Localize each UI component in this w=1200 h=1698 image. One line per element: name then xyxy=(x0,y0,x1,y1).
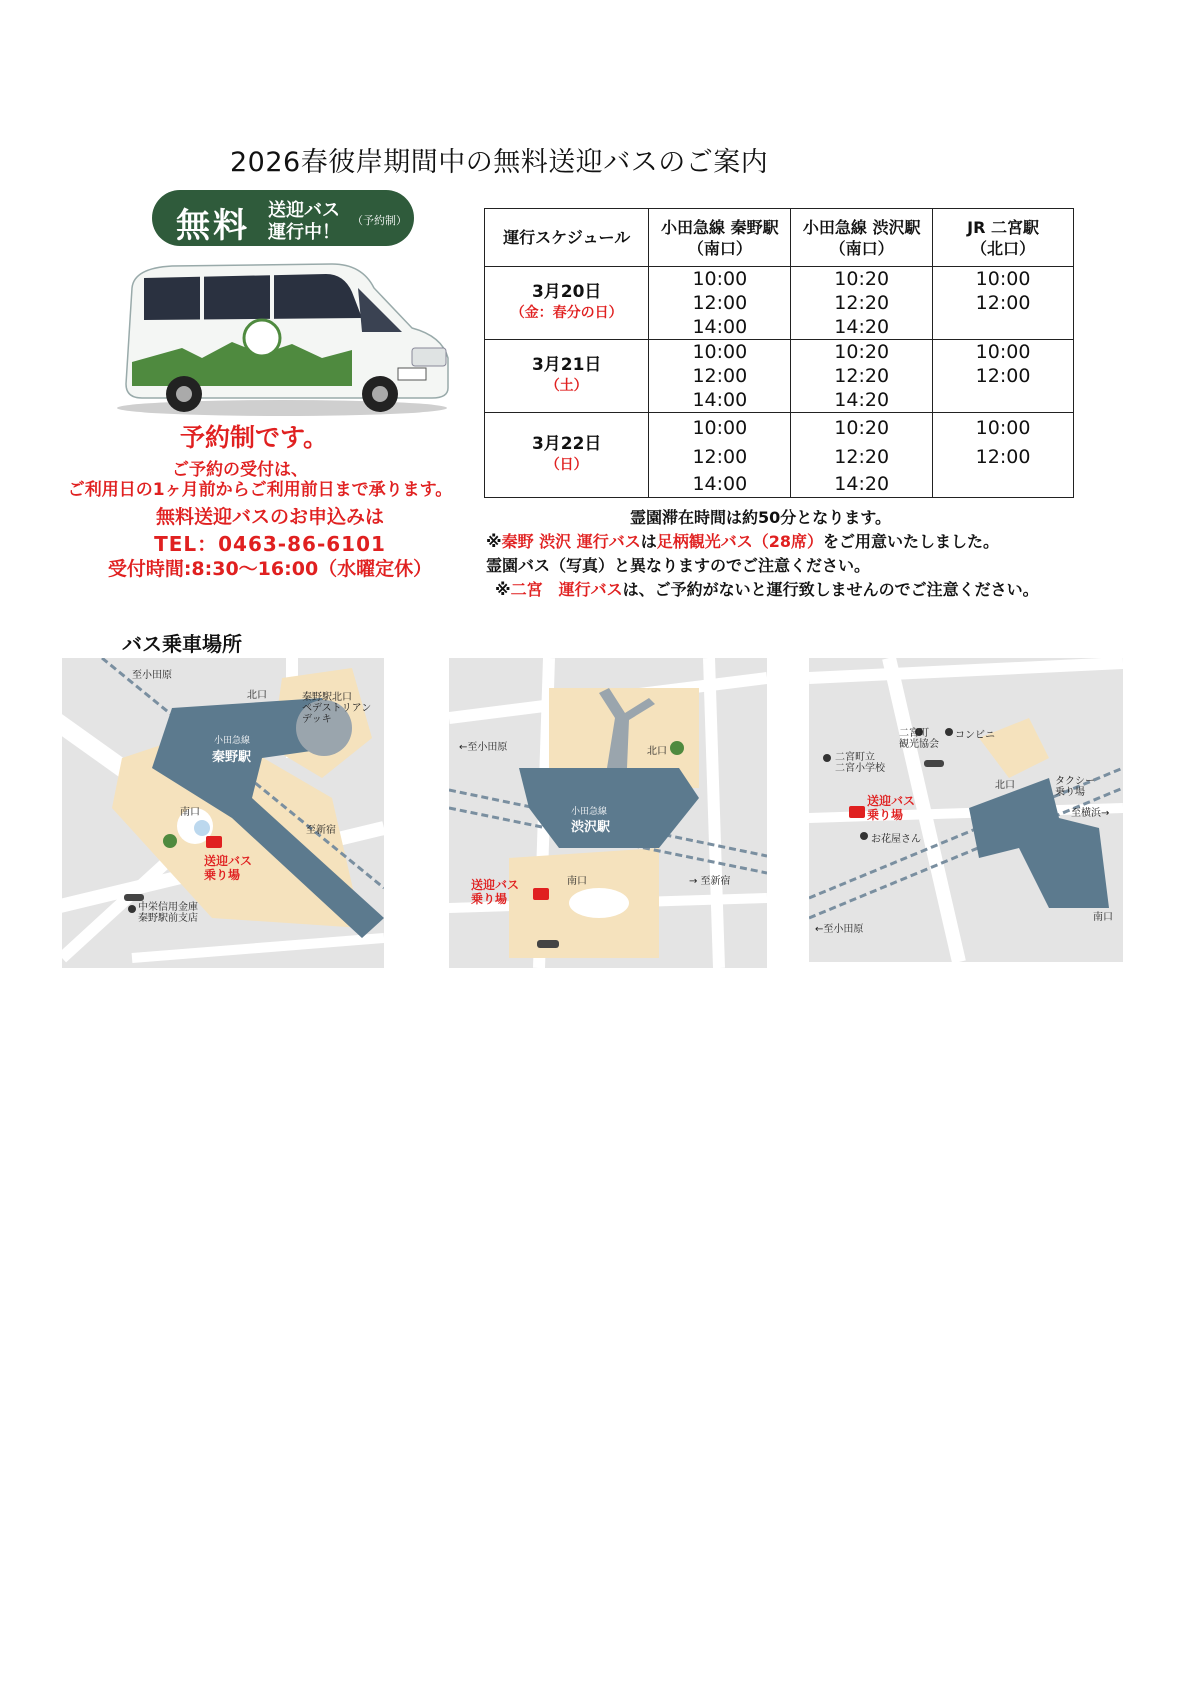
map-hadano-station xyxy=(62,658,384,968)
schedule-time: 14:00 xyxy=(649,315,791,340)
schedule-time: 12:00 xyxy=(649,291,791,315)
map-label-line-name: 小田急線 xyxy=(214,736,251,746)
badge-reservation-note: （予約制） xyxy=(352,214,407,227)
note-red-text: 二宮 運行バス xyxy=(510,580,623,599)
map-label-pickup xyxy=(867,794,915,822)
map-shibusawa-station xyxy=(449,658,767,968)
schedule-time xyxy=(933,315,1074,340)
map-label-tourism-line: 観光協会 xyxy=(899,739,939,750)
table-row xyxy=(485,267,1074,292)
map-label-pickup-line: 乗り場 xyxy=(471,892,508,906)
schedule-time: 12:20 xyxy=(791,291,933,315)
schedule-day: （土） xyxy=(545,378,588,394)
schedule-time: 10:20 xyxy=(791,413,933,444)
map-label-pickup-line: 送迎バス xyxy=(471,878,520,892)
schedule-time: 10:00 xyxy=(933,413,1074,444)
schedule-header: JR 二宮駅 （北口） xyxy=(933,209,1074,267)
schedule-time: 12:00 xyxy=(933,291,1074,315)
map-label-school-line: 二宮小学校 xyxy=(835,763,885,774)
map-label-to-shinjuku: 至新宿 xyxy=(306,825,336,836)
reservation-hours: 受付時間:8:30～16:00（水曜定休） xyxy=(107,558,433,580)
schedule-table xyxy=(484,208,1074,498)
schedule-time: 14:20 xyxy=(791,471,933,498)
map-label-station: 秦野駅 xyxy=(212,750,252,765)
map-label-deck xyxy=(302,692,371,725)
schedule-time: 10:00 xyxy=(649,267,791,292)
schedule-time: 10:20 xyxy=(791,267,933,292)
schedule-header: 小田急線 渋沢駅 （南口） xyxy=(791,209,933,267)
schedule-time: 12:00 xyxy=(649,443,791,471)
note-mark: ※ xyxy=(486,532,502,551)
locations-heading: バス乗車場所 xyxy=(122,632,242,656)
map-ninomiya-station xyxy=(809,658,1123,962)
map-label-deck-line: ペデストリアン xyxy=(302,703,372,714)
reservation-line-1: ご予約の受付は、 xyxy=(172,460,308,480)
reservation-line-2: ご利用日の1ヶ月前からご利用前日まで承ります。 xyxy=(67,480,453,500)
map-label-pickup-line: 乗り場 xyxy=(867,808,904,822)
schedule-date-cell xyxy=(485,413,649,498)
reservation-phone: TEL：0463-86-6101 xyxy=(154,532,386,556)
map-label-deck-line: デッキ xyxy=(302,714,332,725)
note-text: は xyxy=(640,532,657,551)
map-label-taxi-line: 乗り場 xyxy=(1055,787,1085,798)
note-text: は、ご予約がないと運行致しませんのでご注意ください。 xyxy=(622,580,1039,599)
map-label-north-exit: 北口 xyxy=(247,690,267,701)
map-label-pickup-line: 送迎バス xyxy=(204,854,253,868)
map-label-to-odawara: 至小田原 xyxy=(132,670,172,681)
schedule-time: 14:00 xyxy=(649,471,791,498)
stay-time-note: 霊園滞在時間は約50分となります。 xyxy=(630,508,891,527)
map-label-line-name: 小田急線 xyxy=(571,807,608,817)
schedule-time: 10:00 xyxy=(649,413,791,444)
schedule-date: 3月20日 xyxy=(531,282,602,302)
map-label-bank-line: 秦野駅前支店 xyxy=(138,913,198,924)
map-label-to-odawara: ←至小田原 xyxy=(459,742,508,753)
map-label-pickup-line: 乗り場 xyxy=(204,868,241,882)
map-label-pickup-line: 送迎バス xyxy=(867,794,916,808)
note-red-text: 足柄観光バス（28席） xyxy=(656,532,824,551)
schedule-date: 3月22日 xyxy=(531,434,602,454)
schedule-time: 14:20 xyxy=(791,315,933,340)
table-row xyxy=(485,340,1074,365)
schedule-time: 12:00 xyxy=(933,364,1074,388)
map-label-to-odawara: ←至小田原 xyxy=(815,924,864,935)
note-red-text: 秦野 渋沢 運行バス xyxy=(501,532,641,551)
table-row xyxy=(485,413,1074,444)
map-label-school xyxy=(835,752,885,774)
schedule-day: （日） xyxy=(545,457,588,473)
map-label-bank xyxy=(138,902,198,924)
map-label-school-line: 二宮町立 xyxy=(835,752,875,763)
bus-note-3 xyxy=(495,577,1039,600)
schedule-time: 14:00 xyxy=(649,388,791,413)
map-label-south-exit: 南口 xyxy=(1093,912,1113,923)
note-mark: ※ xyxy=(495,580,511,599)
map-label-convenience: コンビニ xyxy=(955,730,995,741)
map-label-south-exit: 南口 xyxy=(180,807,200,818)
badge-free-label: 無料 xyxy=(176,206,250,246)
schedule-time: 10:00 xyxy=(933,267,1074,292)
map-label-florist: お花屋さん xyxy=(871,834,921,845)
schedule-header: 運行スケジュール xyxy=(485,209,649,267)
map-label-tourism-line: 二宮町 xyxy=(899,728,929,739)
free-bus-badge xyxy=(152,190,414,246)
map-label-deck-line: 秦野駅北口 xyxy=(302,692,352,703)
badge-line-1: 送迎バス xyxy=(268,200,340,221)
map-label-taxi-line: タクシー xyxy=(1055,776,1095,787)
map-label-to-yokohama: 至横浜→ xyxy=(1071,808,1110,819)
shuttle-van-image xyxy=(112,258,462,418)
schedule-time: 10:20 xyxy=(791,340,933,365)
schedule-date: 3月21日 xyxy=(531,355,602,375)
schedule-time: 14:20 xyxy=(791,388,933,413)
schedule-time: 12:00 xyxy=(649,364,791,388)
note-text: をご用意いたしました。 xyxy=(823,532,1000,551)
bus-note-2: 霊園バス（写真）と異なりますのでご注意ください。 xyxy=(486,556,871,575)
map-label-to-shinjuku: → 至新宿 xyxy=(689,876,731,887)
reservation-heading: 予約制です。 xyxy=(180,423,329,452)
schedule-date-cell xyxy=(485,340,649,413)
schedule-time: 12:00 xyxy=(933,443,1074,471)
map-label-taxi xyxy=(1055,776,1095,798)
schedule-time: 10:00 xyxy=(933,340,1074,365)
map-label-pickup xyxy=(471,878,519,906)
schedule-day: （金：春分の日） xyxy=(510,305,623,321)
reservation-line-3: 無料送迎バスのお申込みは xyxy=(155,506,384,528)
schedule-date-cell xyxy=(485,267,649,340)
schedule-time: 12:20 xyxy=(791,364,933,388)
map-label-bank-line: 中栄信用金庫 xyxy=(138,902,198,913)
schedule-time: 12:20 xyxy=(791,443,933,471)
map-label-station: 渋沢駅 xyxy=(571,820,611,835)
map-label-north-exit: 北口 xyxy=(995,780,1015,791)
schedule-time xyxy=(933,388,1074,413)
map-label-pickup xyxy=(204,854,252,882)
map-label-north-exit: 北口 xyxy=(647,746,667,757)
map-label-south-exit: 南口 xyxy=(567,876,587,887)
page-title: 2026春彼岸期間中の無料送迎バスのご案内 xyxy=(230,147,769,178)
map-label-tourism xyxy=(899,728,939,750)
schedule-header: 小田急線 秦野駅 （南口） xyxy=(649,209,791,267)
bus-note-1 xyxy=(486,529,999,552)
schedule-time: 10:00 xyxy=(649,340,791,365)
badge-line-2: 運行中！ xyxy=(268,222,340,243)
schedule-time xyxy=(933,471,1074,498)
